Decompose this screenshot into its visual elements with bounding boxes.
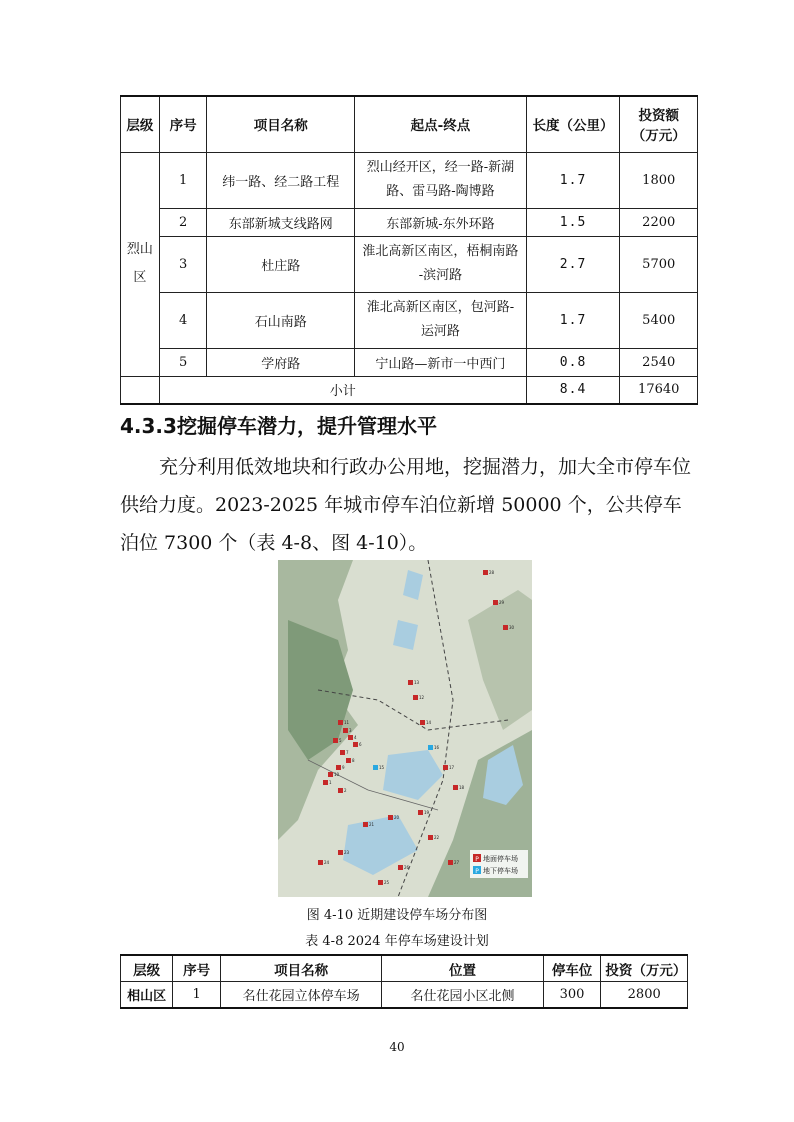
parking-marker [503,625,508,630]
subtotal-row [121,376,698,404]
parking-plan-table [120,954,688,1009]
parking-marker [373,765,378,770]
parking-marker [328,772,333,777]
table-row: 烈山区 1 纬一路、经二路工程 烈山经开区，经一路-新湖 路、雷马路-陶博路 1.7 1800 [121,152,698,208]
parking-marker [346,758,351,763]
parking-marker-label: 17 [449,765,455,770]
parking-marker-label: 26 [404,865,410,870]
col-header-location: 位置 [382,955,543,982]
parking-marker [338,850,343,855]
parking-marker [418,810,423,815]
col-header-spaces: 停车位 [543,955,601,982]
parking-marker [318,860,323,865]
parking-marker-label: 11 [344,720,350,725]
table-row: 3 杜庄路 淮北高新区南区，梧桐南路 -滨河路 2.7 5700 [121,236,698,292]
map-legend [470,850,528,878]
table-row: 5 学府路 宁山路—新市一中西门 0.8 2540 [121,348,698,376]
parking-marker-label: 5 [339,738,342,743]
parking-marker [348,735,353,740]
parking-marker [336,765,341,770]
parking-marker-label: 14 [426,720,432,725]
table-row: 2 东部新城支线路网 东部新城-东外环路 1.5 2200 [121,208,698,236]
parking-marker-label: 15 [379,765,385,770]
parking-marker-label: 10 [334,772,340,777]
col-header-name: 项目名称 [207,96,355,152]
parking-marker-label: 28 [489,570,495,575]
parking-marker-label: 4 [354,735,357,740]
subtotal-invest: 17640 [620,376,698,404]
table-caption: 表 4-8 2024 年停车场建设计划 [305,934,489,949]
col-header-seq: 序号 [159,96,207,152]
svg-text:地下停车场: 地下停车场 [483,867,518,875]
parking-marker [443,765,448,770]
col-header-level: 层级 [121,96,160,152]
parking-marker-label: 7 [346,750,349,755]
col-header-invest: 投资额 （万元） [620,96,698,152]
col-header-length: 长度（公里） [526,96,620,152]
parking-marker-label: 3 [349,728,352,733]
parking-marker [340,750,345,755]
section-heading: 4.3.3挖掘停车潜力，提升管理水平 [120,414,437,438]
body-paragraph: 充分利用低效地块和行政办公用地，挖掘潜力，加大全市停车位供给力度。2023-2025 年城市停车泊位新增 50000 个，公共停车泊位 7300 个（表 4-8、图 4-10）。 [120,456,692,554]
parking-marker [428,745,433,750]
subtotal-length: 8.4 [526,376,620,404]
parking-marker [428,835,433,840]
parking-marker-label: 16 [434,745,440,750]
parking-marker [343,728,348,733]
parking-marker-label: 30 [509,625,515,630]
parking-marker-label: 24 [324,860,330,865]
parking-distribution-map [278,560,532,897]
parking-marker [420,720,425,725]
figure-caption: 图 4-10 近期建设停车场分布图 [306,908,488,923]
parking-marker-label: 20 [394,815,400,820]
parking-marker [398,865,403,870]
parking-marker [408,680,413,685]
col-header-route: 起点-终点 [355,96,526,152]
table-row: 4 石山南路 淮北高新区南区，包河路- 运河路 1.7 5400 [121,292,698,348]
page-number: 40 [389,1040,405,1054]
parking-marker [483,570,488,575]
parking-marker [333,738,338,743]
parking-marker-label: 27 [454,860,460,865]
subtotal-label: 小计 [159,376,526,404]
district-cell: 烈山区 [121,152,160,376]
parking-marker-label: 9 [342,765,345,770]
parking-marker [388,815,393,820]
parking-marker [453,785,458,790]
svg-text:P: P [475,856,479,863]
parking-marker-label: 19 [424,810,430,815]
road-project-table [120,95,698,405]
col-header-invest: 投资（万元） [601,955,688,982]
parking-marker [413,695,418,700]
parking-marker-label: 1 [329,780,332,785]
col-header-name: 项目名称 [220,955,381,982]
parking-marker [363,822,368,827]
col-header-level: 层级 [121,955,173,982]
parking-marker [338,788,343,793]
table-row: 相山区 1 名仕花园立体停车场 名仕花园小区北侧 300 2800 [121,982,688,1009]
parking-marker [378,880,383,885]
parking-marker-label: 2 [344,788,347,793]
parking-marker-label: 18 [459,785,465,790]
col-header-seq: 序号 [173,955,221,982]
parking-marker [338,720,343,725]
parking-marker-label: 23 [344,850,350,855]
svg-text:P: P [475,868,479,875]
parking-marker [323,780,328,785]
parking-marker [493,600,498,605]
parking-marker-label: 13 [414,680,420,685]
parking-marker-label: 12 [419,695,425,700]
svg-text:地面停车场: 地面停车场 [483,855,518,863]
parking-marker [448,860,453,865]
parking-marker-label: 8 [352,758,355,763]
parking-marker-label: 6 [359,742,362,747]
parking-marker [353,742,358,747]
parking-marker-label: 21 [369,822,375,827]
parking-marker-label: 22 [434,835,440,840]
parking-marker-label: 29 [499,600,505,605]
parking-marker-label: 25 [384,880,390,885]
